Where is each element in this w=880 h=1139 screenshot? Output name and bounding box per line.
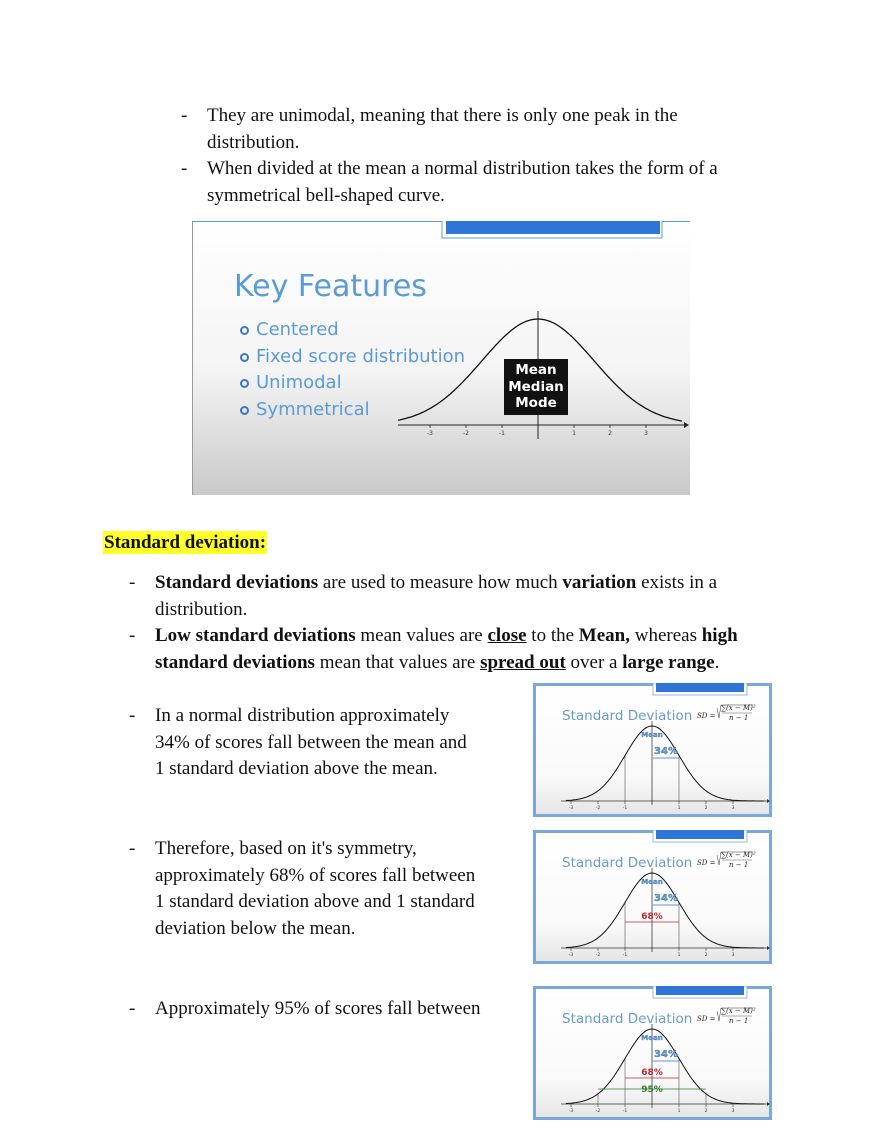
tick-label: -3 [568, 806, 574, 811]
formula-denominator: n − 1 [729, 1017, 749, 1025]
formula-numerator: ∑(x − M)² [721, 1007, 756, 1015]
formula-lhs: SD = [697, 859, 716, 867]
text-span: exists in a [636, 572, 718, 593]
feature-item [240, 397, 465, 424]
tick-label: -2 [463, 430, 469, 437]
bullet-text [155, 996, 481, 1023]
pct-68-label: 68% [641, 912, 663, 922]
key-features-slide-image [192, 221, 690, 495]
slide-title: Key Features [234, 269, 427, 304]
bullet-line [155, 570, 717, 597]
sd-slide-34 [533, 683, 772, 817]
tick-label: -1 [622, 806, 628, 811]
pct-34-label: 34% [654, 1049, 678, 1060]
underlined-term: spread out [480, 651, 566, 673]
feature-item [240, 370, 465, 397]
bullet-text [207, 103, 678, 156]
mode-label: Mode [515, 395, 557, 411]
tick-label: 1 [677, 953, 681, 958]
bullet-icon [240, 379, 249, 388]
tick-label: 2 [608, 430, 612, 437]
slide-title: Standard Deviation [562, 855, 693, 871]
formula-numerator: ∑(x − M)² [721, 704, 756, 712]
pct-34-label: 34% [654, 893, 678, 904]
bullet-line: When divided at the mean a normal distribution takes the form of a [207, 158, 718, 179]
bullet-line: They are unimodal, meaning that there is only one peak in the [207, 105, 678, 126]
feature-list [240, 317, 465, 423]
bullet-line: deviation below the mean. [155, 917, 356, 939]
bullet-line: In a normal distribution approximately [155, 705, 450, 726]
mean-median-mode-label [504, 359, 568, 415]
bullet-dash: - [129, 572, 136, 593]
tick-label: -2 [595, 806, 601, 811]
section-heading-text: Standard deviation: [104, 532, 267, 553]
bullet-dash: - [181, 105, 188, 126]
bullet-text [155, 836, 475, 942]
bold-term: Low standard deviations [155, 625, 356, 646]
bullet-text [155, 623, 738, 676]
sd-slide-68 [533, 830, 772, 964]
text-span: mean values are [355, 625, 488, 646]
formula-numerator: ∑(x − M)² [721, 851, 756, 859]
tick-label: 1 [677, 1109, 681, 1114]
pct-34-label: 34% [654, 746, 678, 757]
bullet-line: symmetrical bell-shaped curve. [207, 184, 445, 206]
mean-label: Mean [515, 362, 557, 378]
bold-term: large range [622, 651, 715, 673]
text-span: . [714, 651, 720, 673]
bullet-dash: - [181, 158, 188, 179]
feature-label: Fixed score distribution [256, 345, 466, 367]
slide-title: Standard Deviation [562, 708, 693, 724]
bold-term: variation [562, 572, 637, 593]
tick-label: 2 [704, 953, 708, 958]
mean-label: Mean [641, 1034, 663, 1042]
tick-label: -3 [568, 953, 574, 958]
slide-title: Standard Deviation [562, 1011, 693, 1027]
bullet-line: Approximately 95% of scores fall between [155, 998, 481, 1019]
bullet-line: distribution. [207, 131, 300, 153]
text-span: over a [565, 651, 623, 673]
feature-label: Centered [256, 319, 339, 340]
bullet-text [155, 703, 467, 783]
tick-label: -2 [595, 1109, 601, 1114]
formula-denominator: n − 1 [729, 714, 749, 722]
mean-label: Mean [641, 878, 663, 886]
bullet-line: 34% of scores fall between the mean and [155, 731, 467, 753]
bullet-icon [240, 326, 249, 335]
formula-lhs: SD = [697, 712, 716, 720]
tick-label: -3 [427, 430, 433, 437]
bullet-line [155, 623, 738, 650]
tick-label: 3 [731, 953, 735, 958]
tick-label: 3 [731, 1109, 735, 1114]
feature-item [240, 344, 465, 371]
mean-label: Mean [641, 731, 663, 739]
bullet-icon [240, 406, 249, 415]
underlined-term: close [487, 625, 527, 646]
text-span: are used to measure how much [318, 572, 563, 593]
tick-label: 2 [704, 1109, 708, 1114]
bullet-dash: - [129, 625, 136, 646]
feature-label: Unimodal [256, 372, 342, 394]
bold-term: Mean, [578, 625, 630, 646]
formula-lhs: SD = [697, 1015, 716, 1023]
tick-label: 2 [704, 806, 708, 811]
bold-term: high [701, 625, 738, 646]
formula-denominator: n − 1 [729, 861, 749, 869]
tick-label: -3 [568, 1109, 574, 1114]
bullet-dash: - [129, 838, 136, 859]
tick-label: 3 [731, 806, 735, 811]
tick-label: 3 [644, 430, 648, 437]
bullet-line [155, 650, 738, 677]
tick-label: -2 [595, 953, 601, 958]
text-span: mean that values are [314, 651, 481, 673]
bullet-dash: - [129, 705, 136, 726]
tick-label: -1 [622, 1109, 628, 1114]
bullet-line: 1 standard deviation above the mean. [155, 758, 438, 780]
bullet-line: 1 standard deviation above and 1 standard [155, 891, 475, 913]
bold-term: Standard deviations [155, 572, 319, 593]
bullet-line: Therefore, based on it's symmetry, [155, 838, 417, 859]
bullet-line: approximately 68% of scores fall between [155, 864, 476, 886]
section-heading [103, 531, 267, 556]
feature-label: Symmetrical [256, 398, 370, 420]
pct-68-label: 68% [641, 1068, 663, 1078]
text-span: whereas [629, 625, 702, 646]
bullet-text [207, 156, 718, 209]
bullet-text [155, 570, 717, 623]
sd-slide-95 [533, 986, 772, 1120]
tick-label: 1 [572, 430, 576, 437]
pct-95-label: 95% [641, 1085, 663, 1095]
bullet-dash: - [129, 998, 136, 1019]
tick-label: 1 [677, 806, 681, 811]
text-span: to the [526, 625, 579, 646]
bullet-icon [240, 353, 249, 362]
feature-item [240, 317, 465, 344]
median-label: Median [508, 378, 564, 395]
tick-label: -1 [499, 430, 505, 437]
bullet-line: distribution. [155, 598, 248, 620]
bold-term: standard deviations [155, 651, 315, 673]
tick-label: -1 [622, 953, 628, 958]
